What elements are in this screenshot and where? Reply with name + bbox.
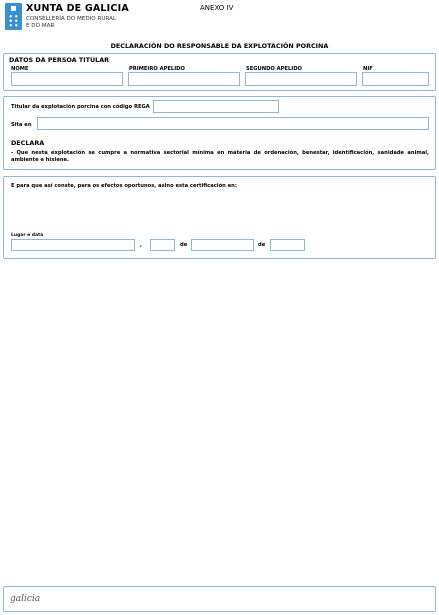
department-name: CONSELLERÍA DO MEDIO RURAL E DO MAR (26, 16, 117, 29)
declaration-text: - Que nesta explotación se cumpre a normativa sectorial mínima en materia de ordenación, benestar, identificación, sanidade animal, ambiente e hixiene. (11, 150, 429, 163)
org-name: XUNTA DE GALICIA (26, 3, 129, 14)
nif-input[interactable] (362, 72, 429, 86)
rega-label: Titular da explotación porcina con código REGA (11, 104, 150, 110)
xunta-logo-icon (5, 3, 22, 30)
name-label: NOME (11, 66, 29, 72)
certification-statement: E para que así conste, para os efectos oportunos, asino esta certificación en: (11, 183, 237, 189)
holder-heading: DATOS DA PERSOA TITULAR (9, 56, 110, 64)
first-surname-label: PRIMEIRO APELIDO (129, 66, 185, 72)
de-separator-2: de (258, 242, 266, 248)
place-input[interactable] (11, 239, 135, 251)
second-surname-input[interactable] (245, 72, 357, 86)
second-surname-label: SEGUNDO APELIDO (246, 66, 302, 72)
location-input[interactable] (37, 117, 429, 130)
declares-heading: DECLARA (11, 139, 45, 147)
location-label: Sita en (11, 122, 32, 128)
year-input[interactable] (270, 239, 305, 251)
first-surname-input[interactable] (128, 72, 240, 86)
annex-label: ANEXO IV (200, 4, 234, 12)
name-input[interactable] (11, 72, 123, 86)
day-input[interactable] (150, 239, 175, 251)
comma-separator: , (140, 242, 142, 248)
place-date-label: Lugar e data (11, 233, 44, 238)
de-separator-1: de (180, 242, 188, 248)
nif-label: NIF (363, 66, 373, 72)
rega-input[interactable] (153, 100, 279, 113)
footer-box (3, 586, 436, 612)
document-title: DECLARACIÓN DO RESPONSABLE DA EXPLOTACIÓN PORCINA (110, 42, 329, 50)
galicia-logo: galicia (10, 594, 41, 604)
month-input[interactable] (191, 239, 254, 251)
